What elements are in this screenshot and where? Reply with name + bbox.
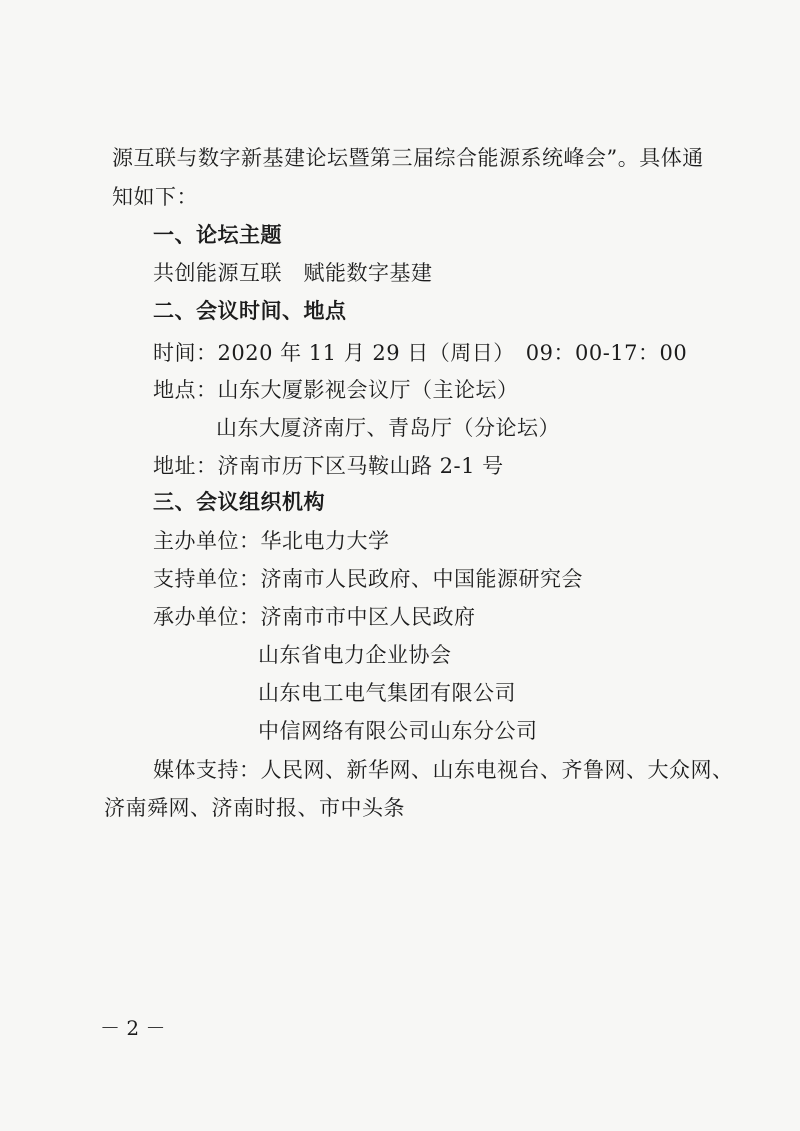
media-support-line-2: 济南舜网、济南时报、市中头条 xyxy=(104,796,405,820)
section-1-heading: 一、论坛主题 xyxy=(153,223,282,247)
organizer-unit-1: 承办单位：济南市市中区人民政府 xyxy=(153,605,476,629)
section-3-heading: 三、会议组织机构 xyxy=(153,490,325,514)
forum-theme: 共创能源互联 赋能数字基建 xyxy=(153,261,433,285)
organizer-unit-4: 中信网络有限公司山东分公司 xyxy=(258,719,538,743)
intro-line-2: 知如下： xyxy=(112,185,198,209)
meeting-address: 地址：济南市历下区马鞍山路 2-1 号 xyxy=(153,454,504,478)
support-unit: 支持单位：济南市人民政府、中国能源研究会 xyxy=(153,567,583,591)
meeting-place-main: 地点：山东大厦影视会议厅（主论坛） xyxy=(153,378,519,402)
host-unit: 主办单位：华北电力大学 xyxy=(153,529,390,553)
intro-line-1: 源互联与数字新基建论坛暨第三届综合能源系统峰会”。具体通 xyxy=(112,146,704,170)
meeting-time: 时间：2020 年 11 月 29 日（周日） 09：00-17：00 xyxy=(153,341,688,365)
organizer-unit-2: 山东省电力企业协会 xyxy=(258,643,452,667)
page-number: － 2 － xyxy=(100,1016,166,1040)
section-2-heading: 二、会议时间、地点 xyxy=(153,299,347,323)
media-support-line-1: 媒体支持：人民网、新华网、山东电视台、齐鲁网、大众网、 xyxy=(153,758,734,782)
meeting-place-sub: 山东大厦济南厅、青岛厅（分论坛） xyxy=(216,416,560,440)
organizer-unit-3: 山东电工电气集团有限公司 xyxy=(258,681,516,705)
